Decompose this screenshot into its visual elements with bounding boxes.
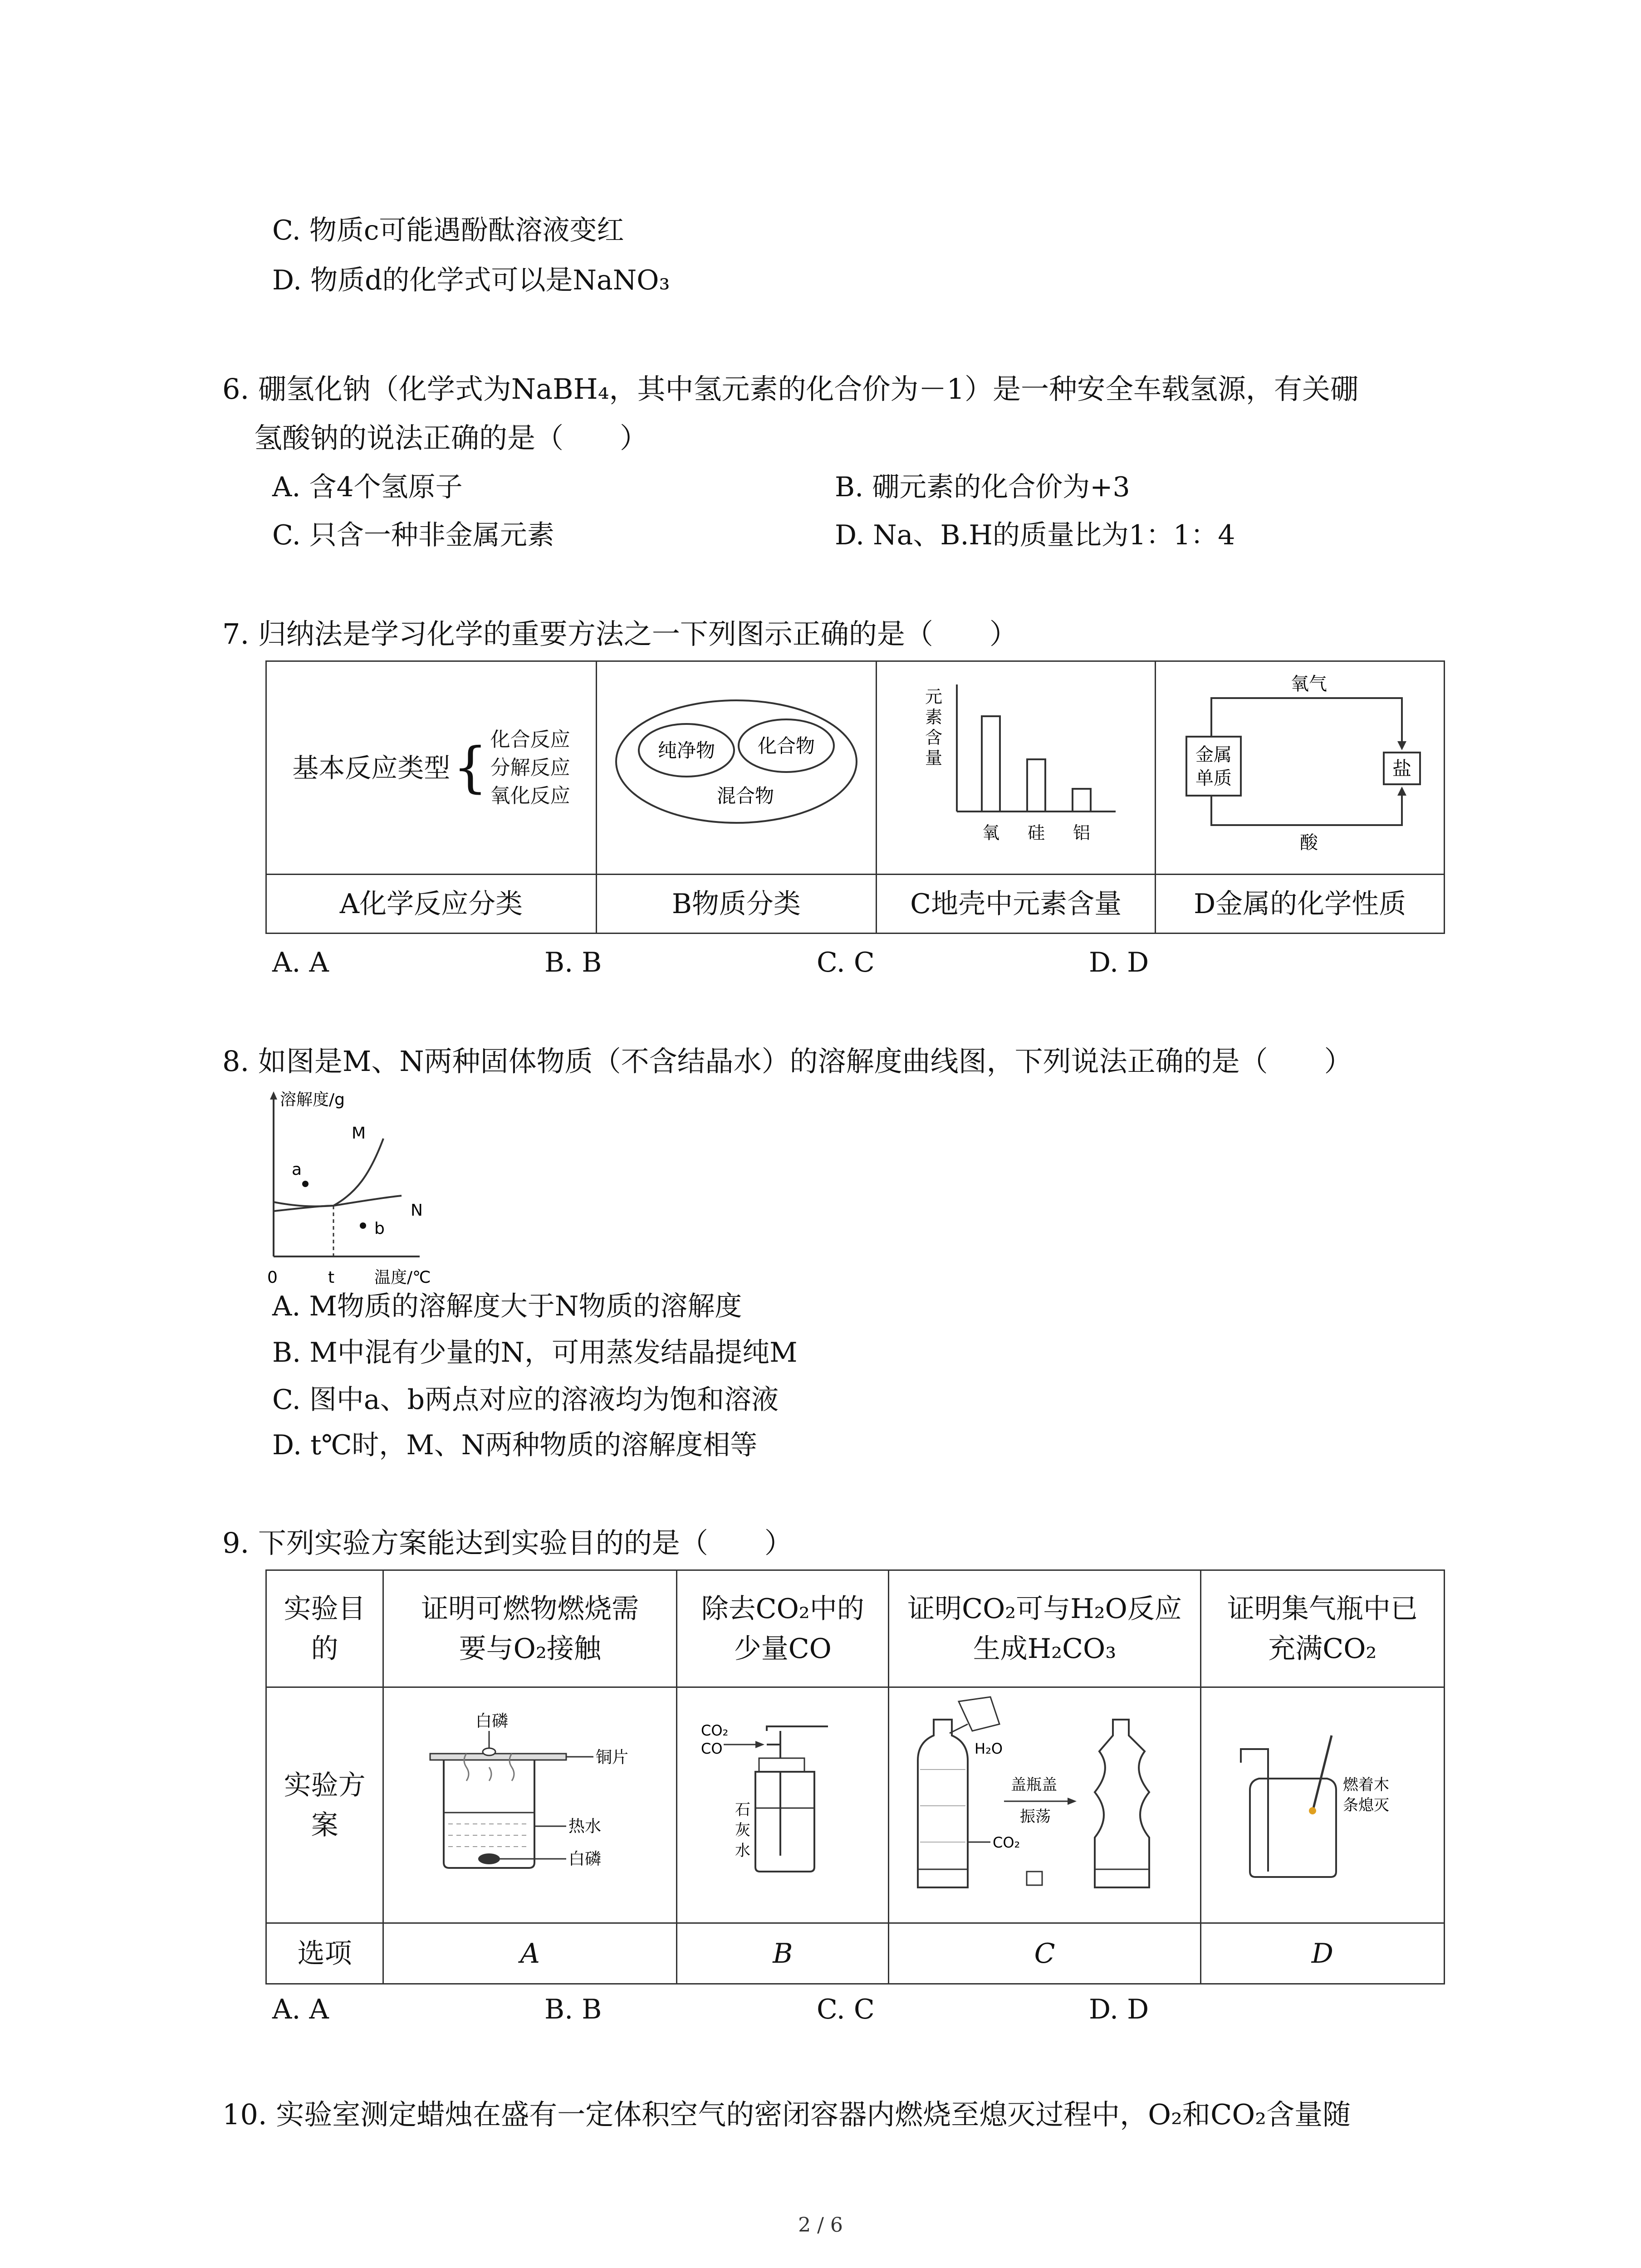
q9-option-d: D. D: [1089, 1994, 1149, 2025]
q7-b-left: 纯净物: [657, 739, 715, 762]
phosphorus-top: [483, 1748, 495, 1755]
q7-c-ylabel-2: 素: [925, 707, 943, 727]
brace-icon: {: [453, 736, 488, 799]
q9-d-label2: 条熄灭: [1342, 1796, 1389, 1814]
q8-label-n: N: [411, 1201, 423, 1220]
bar-silicon: [1027, 759, 1045, 811]
q7-d-top: 氧气: [1291, 673, 1327, 694]
gas-collection-bottle: [1214, 1699, 1431, 1899]
q8-origin: 0: [267, 1268, 278, 1287]
q7-c-bar-3: 铝: [1073, 822, 1091, 843]
q9-b-liquid2: 灰: [735, 1821, 751, 1839]
bar-oxygen: [982, 716, 1000, 811]
q9-c-action1: 盖瓶盖: [1010, 1775, 1057, 1794]
q7-c-bar-1: 氧: [982, 822, 1000, 843]
q7-a-title: 基本反应类型: [292, 752, 451, 783]
q7-caption-a: A化学反应分类: [266, 875, 597, 934]
q9-option-c-cell: C: [889, 1923, 1200, 1984]
wooden-stick: [1313, 1735, 1332, 1808]
q8-xlabel: 温度/℃: [374, 1268, 431, 1287]
q9-b-liquid3: 水: [735, 1841, 751, 1860]
q5-option-c: C. 物质c可能遇酚酞溶液变红: [272, 215, 624, 246]
q8-ylabel: 溶解度/g: [280, 1090, 345, 1109]
q7-d-right: 盐: [1392, 757, 1412, 780]
q9-goal-d: [1200, 1570, 1444, 1687]
q9-goal-d-1: 证明集气瓶中已: [1227, 1593, 1418, 1625]
q9-goal-d-2: 充满CO₂: [1268, 1633, 1377, 1665]
element-content-bar-chart: [907, 675, 1125, 848]
arrow-right-icon: [755, 1741, 764, 1748]
q9-goal-a-1: 证明可燃物燃烧需: [421, 1593, 639, 1625]
curve-n: [274, 1196, 402, 1207]
q8-option-a: A. M物质的溶解度大于N物质的溶解度: [272, 1290, 742, 1322]
q8-option-c: C. 图中a、b两点对应的溶液均为饱和溶液: [272, 1384, 779, 1416]
q9-goal-header: [266, 1570, 383, 1687]
q9-goal-header-2: 的: [311, 1633, 338, 1665]
q7-a-item-1: 化合反应: [490, 728, 570, 751]
q9-plan-header: [266, 1687, 383, 1923]
q7-a-item-3: 氧化反应: [490, 784, 570, 807]
q7-d-left-2: 单质: [1195, 767, 1232, 789]
q8-label-b: b: [374, 1219, 385, 1238]
q9-b-in1: CO₂: [701, 1721, 729, 1739]
q9-plan-a: [383, 1687, 677, 1923]
q9-goal-b-2: 少量CO: [734, 1633, 832, 1665]
q7-a-item-2: 分解反应: [490, 756, 570, 779]
phosphorus-bottom: [478, 1853, 500, 1864]
q8-label-m: M: [352, 1124, 366, 1143]
q9-plan-d: [1200, 1687, 1444, 1923]
beaker: [444, 1760, 534, 1868]
plastic-bottle-crushed: [1095, 1720, 1149, 1887]
stopper: [759, 1758, 804, 1772]
q7-caption-d: D金属的化学性质: [1156, 875, 1445, 934]
q9-goal-c-2: 生成H₂CO₃: [973, 1633, 1117, 1665]
q9-b-liquid1: 石: [735, 1800, 751, 1819]
q9-goal-b-1: 除去CO₂中的: [701, 1593, 864, 1625]
q7-caption-b: B物质分类: [596, 875, 876, 934]
q8-t: t: [328, 1268, 335, 1287]
bottle: [755, 1772, 814, 1872]
q9-d-label1: 燃着木: [1342, 1775, 1389, 1794]
page-number: 2 / 6: [798, 2214, 843, 2237]
q9-plan-header-2: 案: [311, 1809, 338, 1841]
q7-c-ylabel-1: 元: [925, 686, 943, 707]
q9-c-gas: CO₂: [992, 1833, 1020, 1851]
q7-cell-a: [266, 661, 597, 875]
q7-option-a: A. A: [272, 947, 329, 978]
q9-a-right1: 铜片: [596, 1748, 629, 1767]
q9-b-in2: CO: [701, 1740, 723, 1757]
point-a: [302, 1181, 309, 1187]
outlet-tube: [767, 1726, 828, 1731]
arrow-up-icon: [1397, 787, 1406, 796]
q9-goal-c: [889, 1570, 1200, 1687]
solubility-curve-graph: [265, 1089, 456, 1288]
classification-ellipse-diagram: [609, 694, 863, 830]
q9-a-right2: 热水: [568, 1817, 602, 1836]
q9-stem: 9. 下列实验方案能达到实验目的的是（ ）: [222, 1526, 793, 1559]
q7-table: [265, 660, 1445, 934]
q6-option-d: D. Na、B.H的质量比为1：1：4: [835, 519, 1235, 551]
q8-label-a: a: [292, 1160, 302, 1179]
q7-c-bar-2: 硅: [1028, 822, 1045, 843]
q8-option-d: D. t℃时，M、N两种物质的溶解度相等: [272, 1429, 758, 1461]
q7-d-bottom: 酸: [1300, 832, 1318, 852]
q9-goal-a: [383, 1570, 677, 1687]
arrow-right-icon: [1068, 1798, 1077, 1805]
q6-option-c: C. 只含一种非金属元素: [272, 519, 554, 551]
q7-d-left-1: 金属: [1195, 744, 1232, 765]
q9-a-top: 白磷: [475, 1711, 509, 1730]
bottle-shaking-experiment: [900, 1692, 1190, 1906]
q9-option-c: C. C: [817, 1994, 875, 2025]
bar-aluminum: [1073, 789, 1091, 811]
q9-goal-header-1: 实验目: [284, 1593, 366, 1625]
bottle-cap: [1027, 1872, 1042, 1885]
q5-option-d: D. 物质d的化学式可以是NaNO₃: [272, 264, 670, 296]
q9-goal-b: [677, 1570, 889, 1687]
q7-b-outer: 混合物: [716, 784, 774, 807]
q7-option-b: B. B: [544, 947, 602, 978]
q10-stem: 10. 实验室测定蜡烛在盛有一定体积空气的密闭容器内燃烧至熄灭过程中，O₂和CO₂含量随: [222, 2098, 1351, 2131]
q9-option-header: 选项: [266, 1923, 383, 1984]
point-b: [360, 1222, 366, 1229]
q9-c-action2: 振荡: [1019, 1807, 1051, 1826]
q6-stem-line1: 6. 硼氢化钠（化学式为NaBH₄，其中氢元素的化合价为－1）是一种安全车载氢源，有关硼: [222, 372, 1359, 406]
delivery-tube: [1241, 1749, 1268, 1872]
metal-properties-diagram: [1173, 671, 1427, 852]
q9-option-a-cell: A: [383, 1923, 677, 1984]
q9-a-right3: 白磷: [568, 1849, 602, 1868]
q7-option-d: D. D: [1089, 947, 1149, 978]
q9-plan-header-1: 实验方: [284, 1769, 366, 1801]
q9-goal-c-1: 证明CO₂可与H₂O反应: [907, 1593, 1182, 1625]
q8-stem: 8. 如图是M、N两种固体物质（不含结晶水）的溶解度曲线图，下列说法正确的是（ ）: [222, 1045, 1352, 1078]
q9-plan-c: [889, 1687, 1200, 1923]
q7-c-ylabel-4: 量: [925, 748, 943, 768]
collection-bottle: [1250, 1779, 1336, 1877]
q7-stem: 7. 归纳法是学习化学的重要方法之一下列图示正确的是（ ）: [222, 617, 1018, 650]
q9-c-water: H₂O: [974, 1740, 1003, 1757]
q7-cell-d: [1156, 661, 1445, 875]
white-phosphorus-apparatus: [403, 1699, 657, 1899]
plastic-bottle-left: [918, 1720, 968, 1887]
q9-option-a: A. A: [272, 1994, 329, 2025]
q8-option-b: B. M中混有少量的N，可用蒸发结晶提纯M: [272, 1337, 798, 1369]
q7-cell-b: [596, 661, 876, 875]
q9-option-b: B. B: [544, 1994, 602, 2025]
q6-option-a: A. 含4个氢原子: [272, 471, 463, 503]
ember-dot: [1309, 1807, 1316, 1814]
q9-table: [265, 1569, 1445, 1984]
arrow-down-icon: [1397, 741, 1406, 750]
q9-plan-b: [677, 1687, 889, 1923]
q9-option-d-cell: D: [1200, 1923, 1444, 1984]
q7-caption-c: C地壳中元素含量: [876, 875, 1155, 934]
gas-washing-bottle: [692, 1699, 873, 1899]
q9-option-b-cell: B: [677, 1923, 889, 1984]
q6-option-b: B. 硼元素的化合价为+3: [835, 471, 1130, 503]
q7-cell-c: [876, 661, 1155, 875]
y-axis-arrow-icon: [270, 1091, 277, 1100]
q7-option-c: C. C: [817, 947, 875, 978]
q9-goal-a-2: 要与O₂接触: [459, 1633, 601, 1665]
q6-stem-line2: 氢酸钠的说法正确的是（ ）: [254, 421, 648, 455]
q7-c-ylabel-3: 含: [925, 727, 943, 748]
q7-b-right: 化合物: [757, 734, 815, 757]
copper-sheet: [430, 1754, 566, 1760]
